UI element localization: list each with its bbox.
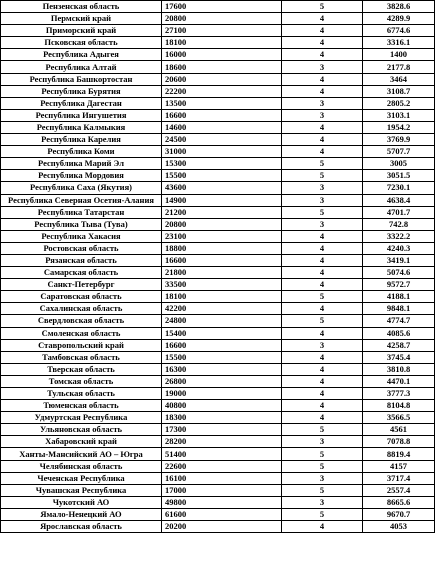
table-row [1, 109, 435, 121]
table-row [1, 460, 435, 472]
amount-cell: 3316.1 [363, 37, 435, 49]
table-row [1, 508, 435, 520]
rating-cell: 5 [282, 508, 363, 520]
amount-cell: 7078.8 [363, 436, 435, 448]
rating-cell: 4 [282, 121, 363, 133]
value-cell: 40800 [162, 400, 282, 412]
region-name-cell: Смоленская область [1, 327, 162, 339]
rating-cell: 4 [282, 351, 363, 363]
amount-cell: 7230.1 [363, 182, 435, 194]
region-name-cell: Ульяновская область [1, 424, 162, 436]
region-name-cell: Челябинская область [1, 460, 162, 472]
region-name-cell: Республика Алтай [1, 61, 162, 73]
value-cell: 31000 [162, 146, 282, 158]
rating-cell: 3 [282, 194, 363, 206]
value-cell: 28200 [162, 436, 282, 448]
value-cell: 15500 [162, 170, 282, 182]
value-cell: 14900 [162, 194, 282, 206]
region-name-cell: Республика Дагестан [1, 97, 162, 109]
table-row [1, 327, 435, 339]
region-name-cell: Республика Мордовия [1, 170, 162, 182]
table-row [1, 146, 435, 158]
rating-cell: 4 [282, 230, 363, 242]
region-name-cell: Чувашская Республика [1, 484, 162, 496]
table-row [1, 37, 435, 49]
table-row [1, 363, 435, 375]
value-cell: 15400 [162, 327, 282, 339]
amount-cell: 742.8 [363, 218, 435, 230]
rating-cell: 3 [282, 97, 363, 109]
amount-cell: 9670.7 [363, 508, 435, 520]
rating-cell: 5 [282, 315, 363, 327]
rating-cell: 4 [282, 279, 363, 291]
amount-cell: 3051.5 [363, 170, 435, 182]
region-name-cell: Республика Карелия [1, 134, 162, 146]
rating-cell: 5 [282, 170, 363, 182]
table-row [1, 242, 435, 254]
rating-cell: 4 [282, 73, 363, 85]
value-cell: 27100 [162, 25, 282, 37]
rating-cell: 5 [282, 484, 363, 496]
table-row [1, 484, 435, 496]
table-row [1, 182, 435, 194]
rating-cell: 5 [282, 424, 363, 436]
region-name-cell: Республика Коми [1, 146, 162, 158]
amount-cell: 8665.6 [363, 496, 435, 508]
table-row [1, 436, 435, 448]
region-name-cell: Саратовская область [1, 291, 162, 303]
table-row [1, 13, 435, 25]
rating-cell: 4 [282, 134, 363, 146]
rating-cell: 4 [282, 327, 363, 339]
table-row [1, 254, 435, 266]
table-row [1, 73, 435, 85]
table-row [1, 472, 435, 484]
region-name-cell: Удмуртская Республика [1, 412, 162, 424]
value-cell: 42200 [162, 303, 282, 315]
amount-cell: 4289.9 [363, 13, 435, 25]
rating-cell: 3 [282, 218, 363, 230]
amount-cell: 9848.1 [363, 303, 435, 315]
table-row [1, 218, 435, 230]
region-name-cell: Самарская область [1, 267, 162, 279]
value-cell: 22200 [162, 85, 282, 97]
table-row [1, 315, 435, 327]
value-cell: 15300 [162, 158, 282, 170]
value-cell: 33500 [162, 279, 282, 291]
amount-cell: 3745.4 [363, 351, 435, 363]
region-name-cell: Тульская область [1, 388, 162, 400]
value-cell: 17300 [162, 424, 282, 436]
region-name-cell: Хабаровский край [1, 436, 162, 448]
region-name-cell: Республика Ингушетия [1, 109, 162, 121]
table-row [1, 49, 435, 61]
value-cell: 17600 [162, 1, 282, 13]
table-row [1, 303, 435, 315]
amount-cell: 9572.7 [363, 279, 435, 291]
table-row [1, 61, 435, 73]
amount-cell: 3717.4 [363, 472, 435, 484]
region-name-cell: Чеченская Республика [1, 472, 162, 484]
value-cell: 51400 [162, 448, 282, 460]
table-row [1, 170, 435, 182]
rating-cell: 3 [282, 472, 363, 484]
value-cell: 16000 [162, 49, 282, 61]
rating-cell: 4 [282, 267, 363, 279]
amount-cell: 5074.6 [363, 267, 435, 279]
value-cell: 23100 [162, 230, 282, 242]
region-name-cell: Ростовская область [1, 242, 162, 254]
amount-cell: 4188.1 [363, 291, 435, 303]
rating-cell: 5 [282, 158, 363, 170]
amount-cell: 4470.1 [363, 375, 435, 387]
region-name-cell: Рязанская область [1, 254, 162, 266]
table-row [1, 521, 435, 533]
table-row [1, 134, 435, 146]
table-row [1, 339, 435, 351]
region-name-cell: Сахалинская область [1, 303, 162, 315]
amount-cell: 4561 [363, 424, 435, 436]
region-name-cell: Пермский край [1, 13, 162, 25]
amount-cell: 2805.2 [363, 97, 435, 109]
table-row [1, 400, 435, 412]
amount-cell: 6774.6 [363, 25, 435, 37]
amount-cell: 2177.8 [363, 61, 435, 73]
table-row [1, 194, 435, 206]
region-name-cell: Приморский край [1, 25, 162, 37]
table-row [1, 1, 435, 13]
rating-cell: 4 [282, 49, 363, 61]
value-cell: 16600 [162, 339, 282, 351]
region-name-cell: Томская область [1, 375, 162, 387]
region-name-cell: Республика Бурятия [1, 85, 162, 97]
table-row [1, 267, 435, 279]
region-name-cell: Республика Адыгея [1, 49, 162, 61]
value-cell: 43600 [162, 182, 282, 194]
amount-cell: 4701.7 [363, 206, 435, 218]
amount-cell: 3777.3 [363, 388, 435, 400]
table-row [1, 424, 435, 436]
value-cell: 18800 [162, 242, 282, 254]
region-name-cell: Республика Северная Осетия-Алания [1, 194, 162, 206]
table-row [1, 158, 435, 170]
rating-cell: 3 [282, 339, 363, 351]
table-row [1, 85, 435, 97]
rating-cell: 5 [282, 291, 363, 303]
region-name-cell: Свердловская область [1, 315, 162, 327]
value-cell: 16600 [162, 254, 282, 266]
value-cell: 18100 [162, 291, 282, 303]
rating-cell: 5 [282, 206, 363, 218]
table-row [1, 412, 435, 424]
amount-cell: 2557.4 [363, 484, 435, 496]
rating-cell: 3 [282, 436, 363, 448]
value-cell: 26800 [162, 375, 282, 387]
region-name-cell: Чукотский АО [1, 496, 162, 508]
value-cell: 24500 [162, 134, 282, 146]
value-cell: 18600 [162, 61, 282, 73]
amount-cell: 3464 [363, 73, 435, 85]
rating-cell: 5 [282, 1, 363, 13]
value-cell: 20600 [162, 73, 282, 85]
value-cell: 16300 [162, 363, 282, 375]
value-cell: 20800 [162, 218, 282, 230]
rating-cell: 4 [282, 400, 363, 412]
region-name-cell: Санкт-Петербург [1, 279, 162, 291]
region-name-cell: Тверская область [1, 363, 162, 375]
table-row [1, 291, 435, 303]
amount-cell: 3103.1 [363, 109, 435, 121]
rating-cell: 4 [282, 303, 363, 315]
value-cell: 15500 [162, 351, 282, 363]
region-name-cell: Республика Хакасия [1, 230, 162, 242]
region-name-cell: Республика Башкортостан [1, 73, 162, 85]
amount-cell: 4638.4 [363, 194, 435, 206]
value-cell: 21800 [162, 267, 282, 279]
value-cell: 49800 [162, 496, 282, 508]
amount-cell: 1400 [363, 49, 435, 61]
amount-cell: 3828.6 [363, 1, 435, 13]
region-name-cell: Республика Саха (Якутия) [1, 182, 162, 194]
region-name-cell: Псковская область [1, 37, 162, 49]
rating-cell: 4 [282, 363, 363, 375]
amount-cell: 1954.2 [363, 121, 435, 133]
amount-cell: 4157 [363, 460, 435, 472]
table-row [1, 351, 435, 363]
value-cell: 21200 [162, 206, 282, 218]
amount-cell: 3769.9 [363, 134, 435, 146]
rating-cell: 4 [282, 242, 363, 254]
region-name-cell: Республика Калмыкия [1, 121, 162, 133]
rating-cell: 4 [282, 412, 363, 424]
amount-cell: 3322.2 [363, 230, 435, 242]
rating-cell: 4 [282, 25, 363, 37]
table-body [1, 1, 435, 533]
value-cell: 18300 [162, 412, 282, 424]
region-name-cell: Республика Тыва (Тува) [1, 218, 162, 230]
region-name-cell: Тамбовская область [1, 351, 162, 363]
rating-cell: 4 [282, 521, 363, 533]
table-row [1, 25, 435, 37]
rating-cell: 4 [282, 375, 363, 387]
region-name-cell: Ставропольский край [1, 339, 162, 351]
value-cell: 16100 [162, 472, 282, 484]
table-row [1, 496, 435, 508]
table-row [1, 375, 435, 387]
rating-cell: 4 [282, 388, 363, 400]
table-row [1, 230, 435, 242]
rating-cell: 4 [282, 254, 363, 266]
value-cell: 61600 [162, 508, 282, 520]
amount-cell: 3419.1 [363, 254, 435, 266]
rating-cell: 5 [282, 448, 363, 460]
region-name-cell: Тюменская область [1, 400, 162, 412]
amount-cell: 4258.7 [363, 339, 435, 351]
amount-cell: 3005 [363, 158, 435, 170]
rating-cell: 4 [282, 37, 363, 49]
region-name-cell: Ямало-Ненецкий АО [1, 508, 162, 520]
amount-cell: 3566.5 [363, 412, 435, 424]
value-cell: 18100 [162, 37, 282, 49]
table-row [1, 448, 435, 460]
amount-cell: 3810.8 [363, 363, 435, 375]
amount-cell: 4240.3 [363, 242, 435, 254]
table-row [1, 388, 435, 400]
rating-cell: 3 [282, 496, 363, 508]
rating-cell: 4 [282, 146, 363, 158]
amount-cell: 4053 [363, 521, 435, 533]
amount-cell: 5707.7 [363, 146, 435, 158]
amount-cell: 4085.6 [363, 327, 435, 339]
amount-cell: 3108.7 [363, 85, 435, 97]
rating-cell: 3 [282, 182, 363, 194]
region-name-cell: Республика Татарстан [1, 206, 162, 218]
value-cell: 20800 [162, 13, 282, 25]
value-cell: 16600 [162, 109, 282, 121]
value-cell: 19000 [162, 388, 282, 400]
amount-cell: 4774.7 [363, 315, 435, 327]
amount-cell: 8104.8 [363, 400, 435, 412]
rating-cell: 5 [282, 460, 363, 472]
rating-cell: 3 [282, 109, 363, 121]
region-name-cell: Республика Марий Эл [1, 158, 162, 170]
value-cell: 20200 [162, 521, 282, 533]
value-cell: 17000 [162, 484, 282, 496]
region-name-cell: Ярославская область [1, 521, 162, 533]
value-cell: 14600 [162, 121, 282, 133]
rating-cell: 3 [282, 61, 363, 73]
region-name-cell: Ханты-Мансийский АО – Югра [1, 448, 162, 460]
amount-cell: 8819.4 [363, 448, 435, 460]
table-row [1, 279, 435, 291]
rating-cell: 4 [282, 13, 363, 25]
value-cell: 13500 [162, 97, 282, 109]
value-cell: 22600 [162, 460, 282, 472]
table-row [1, 206, 435, 218]
table-row [1, 121, 435, 133]
value-cell: 24800 [162, 315, 282, 327]
region-name-cell: Пензенская область [1, 1, 162, 13]
rating-cell: 4 [282, 85, 363, 97]
table-row [1, 97, 435, 109]
